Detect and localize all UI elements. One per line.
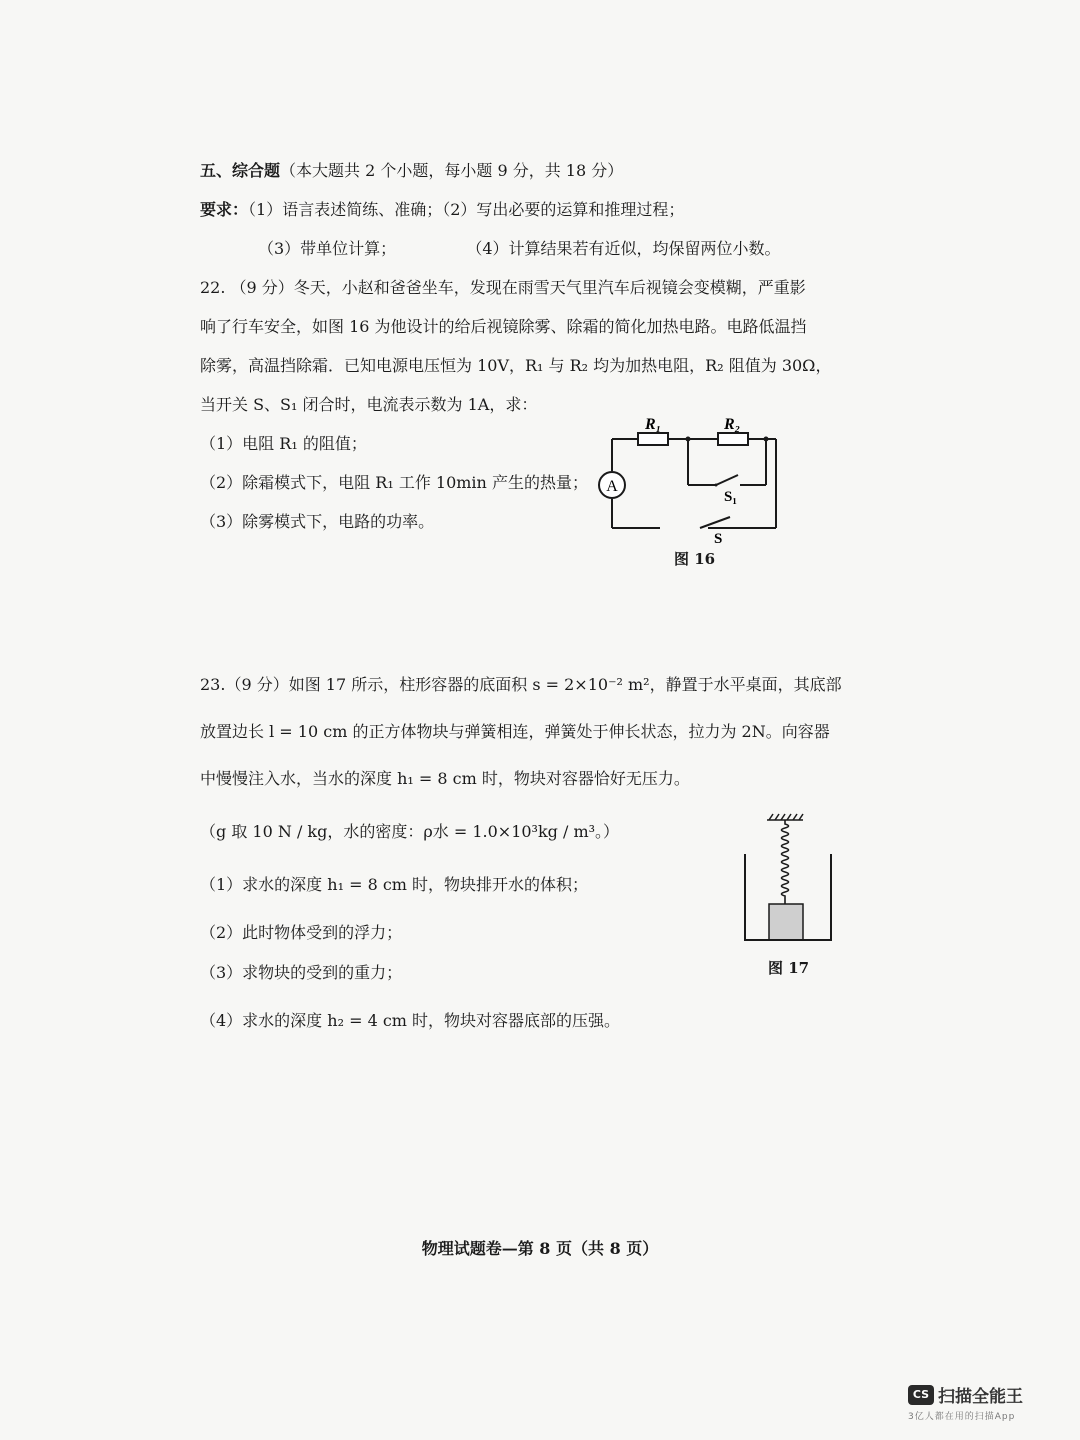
q22-sub-1: （1）电阻 R₁ 的阻值； [200, 434, 367, 453]
section-header [200, 160, 623, 182]
junction-node [764, 437, 769, 442]
spring [782, 820, 789, 904]
requirements-line-1 [200, 199, 684, 221]
q23-line-1: 23.（9 分）如图 17 所示，柱形容器的底面积 s = 2×10⁻² m²，静置于水平桌面，其底部 [200, 675, 842, 694]
q23-sub-4: （4）求水的深度 h₂ = 4 cm 时，物块对容器底部的压强。 [200, 1011, 621, 1030]
s1-label: S₁ [724, 489, 737, 505]
q23-sub-3: （3）求物块的受到的重力； [200, 963, 403, 982]
scanner-logo-icon: CS [908, 1385, 934, 1405]
requirements-line-2 [258, 238, 781, 260]
q23-line-2: 放置边长 l = 10 cm 的正方体物块与弹簧相连，弹簧处于伸长状态，拉力为 2N。向容器 [200, 722, 830, 741]
r1-label: R₁ [645, 416, 662, 433]
switch-s1 [715, 475, 739, 487]
scanner-tagline: 3亿人都在用的扫描App [908, 1412, 1016, 1422]
q22-line-2: 响了行车安全，如图 16 为他设计的给后视镜除雾、除霜的简化加热电路。电路低温挡 [200, 317, 807, 336]
q22-line-1: 22. （9 分）冬天，小赵和爸爸坐车，发现在雨雪天气里汽车后视镜会变模糊，严重影 [200, 278, 806, 297]
container-diagram-fig17 [735, 812, 845, 947]
q22-line-3: 除雾，高温挡除霜．已知电源电压恒为 10V，R₁ 与 R₂ 均为加热电阻，R₂ 阻值为 30Ω， [200, 356, 832, 375]
r2-label: R₂ [724, 416, 741, 433]
s-label: S [714, 531, 723, 547]
q22-sub-2: （2）除霜模式下，电阻 R₁ 工作 10min 产生的热量； [200, 473, 588, 492]
q23-line-3: 中慢慢注入水，当水的深度 h₁ = 8 cm 时，物块对容器恰好无压力。 [200, 769, 690, 788]
junction-node [686, 437, 691, 442]
q22-line-4: 当开关 S、S₁ 闭合时，电流表示数为 1A，求： [200, 395, 538, 414]
ammeter-label: A [606, 478, 618, 495]
ammeter [599, 472, 625, 498]
requirement-item-3: （3）带单位计算； [258, 239, 397, 258]
requirements-label: 要求： [200, 200, 249, 219]
section-title: 五、综合题 [200, 161, 281, 180]
fig17-caption: 图 17 [768, 959, 810, 977]
section-note: （本大题共 2 个小题，每小题 9 分，共 18 分） [280, 161, 624, 180]
ceiling-support [767, 814, 803, 820]
cube-block [769, 904, 803, 940]
q23-given: （g 取 10 N / kg，水的密度：ρ水 = 1.0×10³kg / m³。） [200, 822, 620, 841]
page-footer: 物理试题卷—第 8 页（共 8 页） [421, 1239, 659, 1258]
requirement-item-4: （4）计算结果若有近似，均保留两位小数。 [466, 239, 781, 258]
q23-sub-1: （1）求水的深度 h₁ = 8 cm 时，物块排开水的体积； [200, 875, 589, 894]
requirements-text-1: （1）语言表述简练、准确；（2）写出必要的运算和推理过程； [248, 200, 685, 219]
q23-sub-2: （2）此时物体受到的浮力； [200, 923, 403, 942]
scanner-app-name: 扫描全能王 [938, 1387, 1023, 1407]
resistor-r1 [638, 433, 668, 445]
switch-s [656, 517, 730, 528]
q22-sub-3: （3）除雾模式下，电路的功率。 [200, 512, 435, 531]
scanner-watermark [908, 1382, 1023, 1422]
fig16-caption: 图 16 [674, 550, 716, 568]
resistor-r2 [718, 433, 748, 445]
